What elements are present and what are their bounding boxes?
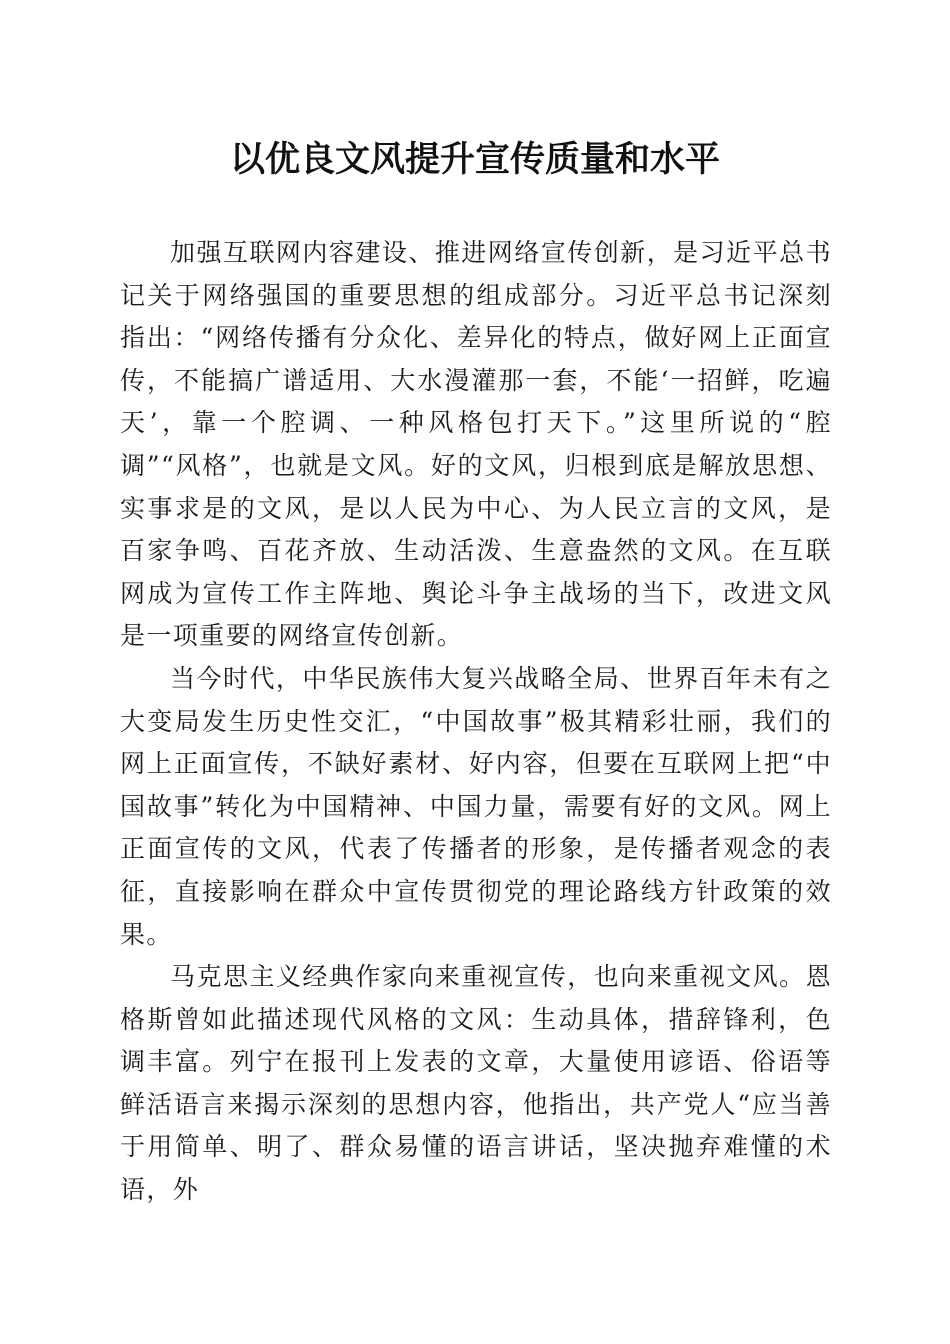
paragraph-2: 当今时代，中华民族伟大复兴战略全局、世界百年未有之大变局发生历史性交汇，“中国故事”极其精彩壮丽，我们的网上正面宣传，不缺好素材、好内容，但要在互联网上把“中国故事”转化为中国精神、中国力量，需要有好的文风。网上正面宣传的文风，代表了传播者的形象，是传播者观念的表征，直接影响在群众中宣传贯彻党的理论路线方针政策的效果。 [120, 663, 832, 949]
paragraph-1: 加强互联网内容建设、推进网络宣传创新，是习近平总书记关于网络强国的重要思想的组成部分。习近平总书记深刻指出：“网络传播有分众化、差异化的特点，做好网上正面宣传，不能搞广谱适用、大水漫灌那一套，不能‘一招鲜，吃遍天’，靠一个腔调、一种风格包打天下。”这里所说的“腔调”“风格”，也就是文风。好的文风，归根到底是解放思想、实事求是的文风，是以人民为中心、为人民立言的文风，是百家争鸣、百花齐放、生动活泼、生意盎然的文风。在互联网成为宣传工作主阵地、舆论斗争主战场的当下，改进文风是一项重要的网络宣传创新。 [120, 238, 832, 651]
paragraph-3: 马克思主义经典作家向来重视宣传，也向来重视文风。恩格斯曾如此描述现代风格的文风：生动具体，措辞锋利，色调丰富。列宁在报刊上发表的文章，大量使用谚语、俗语等鲜活语言来揭示深刻的思想内容，他指出，共产党人“应当善于用简单、明了、群众易懂的语言讲话，坚决抛弃难懂的术语，外 [120, 962, 832, 1205]
document-body [120, 232, 832, 1212]
document-title: 以优良文风提升宣传质量和水平 [229, 139, 720, 180]
